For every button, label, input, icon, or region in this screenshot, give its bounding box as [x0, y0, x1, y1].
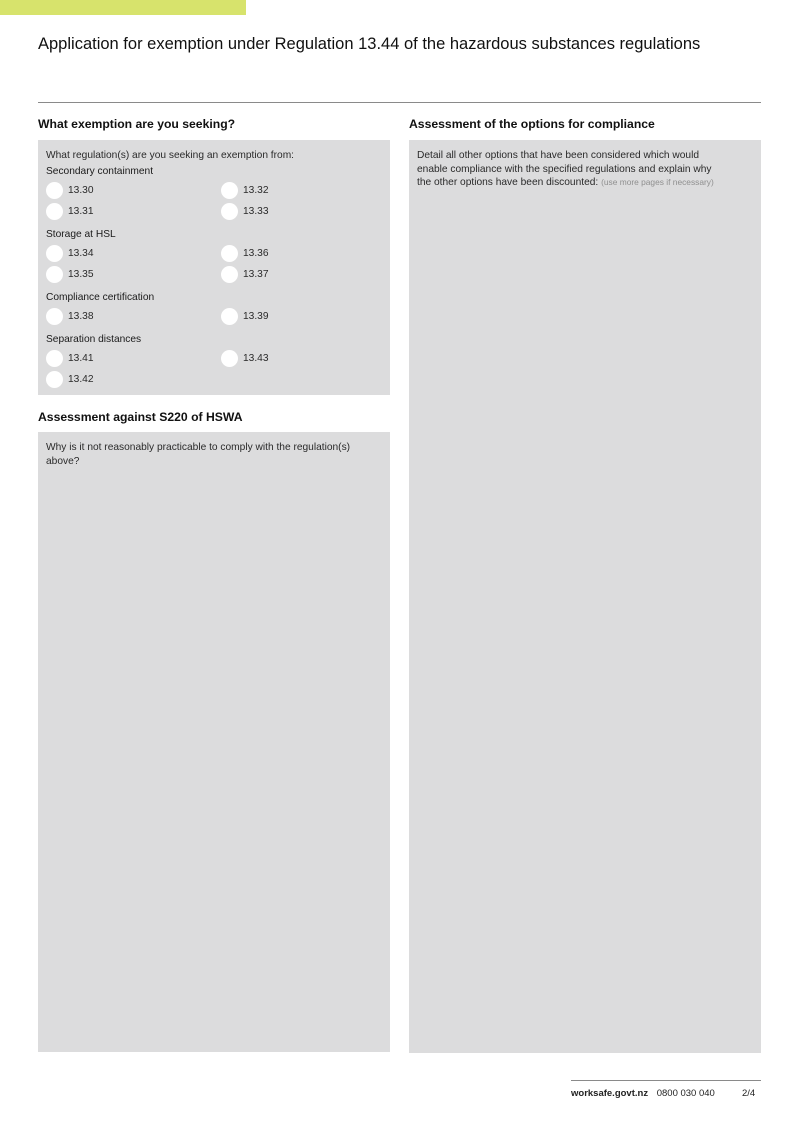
options-hint: (use more pages if necessary)	[601, 177, 714, 187]
radio-button[interactable]	[221, 266, 238, 283]
s220-prompt	[46, 441, 386, 468]
group-label-storage-at-hsl: Storage at HSL	[46, 229, 116, 240]
radio-button[interactable]	[46, 182, 63, 199]
options-heading: Assessment of the options for compliance	[409, 117, 655, 131]
option-label: 13.37	[243, 269, 269, 280]
s220-prompt-line: Why is it not reasonably practicable to comply with the regulation(s)	[46, 442, 351, 453]
exemption-heading: What exemption are you seeking?	[38, 117, 236, 131]
options-prompt-line: the other options have been discounted:	[417, 177, 599, 188]
option-label: 13.42	[68, 374, 94, 385]
option-label: 13.39	[243, 311, 269, 322]
radio-button[interactable]	[46, 203, 63, 220]
option-label: 13.38	[68, 311, 94, 322]
radio-button[interactable]	[46, 308, 63, 325]
option-label: 13.41	[68, 353, 94, 364]
footer-divider	[571, 1080, 761, 1081]
radio-button[interactable]	[46, 266, 63, 283]
footer-page-number: 2/4	[742, 1088, 756, 1099]
options-prompt-line: Detail all other options that have been considered which would	[417, 150, 700, 161]
s220-answer-area[interactable]	[38, 432, 390, 1052]
option-label: 13.33	[243, 206, 269, 217]
option-label: 13.30	[68, 185, 94, 196]
option-label: 13.34	[68, 248, 94, 259]
radio-button[interactable]	[221, 308, 238, 325]
radio-button[interactable]	[221, 245, 238, 262]
option-label: 13.43	[243, 353, 269, 364]
footer-website: worksafe.govt.nz	[571, 1088, 649, 1099]
radio-button[interactable]	[221, 203, 238, 220]
accent-bar	[0, 0, 246, 15]
group-label-separation-distances: Separation distances	[46, 334, 142, 345]
option-label: 13.31	[68, 206, 94, 217]
exemption-panel	[38, 140, 390, 395]
option-label: 13.32	[243, 185, 269, 196]
radio-button[interactable]	[46, 245, 63, 262]
options-answer-area[interactable]	[409, 140, 761, 1053]
radio-button[interactable]	[46, 371, 63, 388]
footer-phone: 0800 030 040	[656, 1088, 715, 1099]
radio-button[interactable]	[221, 182, 238, 199]
exemption-prompt: What regulation(s) are you seeking an exemption from:	[46, 150, 295, 161]
s220-heading: Assessment against S220 of HSWA	[38, 410, 243, 424]
option-label: 13.35	[68, 269, 94, 280]
option-label: 13.36	[243, 248, 269, 259]
title-divider	[38, 102, 761, 103]
page-title: Application for exemption under Regulation 13.44 of the hazardous substances regulations	[38, 35, 701, 53]
s220-prompt-line: above?	[46, 455, 80, 467]
group-label-compliance-certification: Compliance certification	[46, 292, 155, 303]
radio-button[interactable]	[221, 350, 238, 367]
options-prompt-line: enable compliance with the specified regulations and explain why	[417, 163, 712, 175]
radio-button[interactable]	[46, 350, 63, 367]
options-prompt	[417, 149, 757, 190]
footer	[571, 1088, 756, 1099]
group-label-secondary-containment: Secondary containment	[46, 166, 154, 177]
